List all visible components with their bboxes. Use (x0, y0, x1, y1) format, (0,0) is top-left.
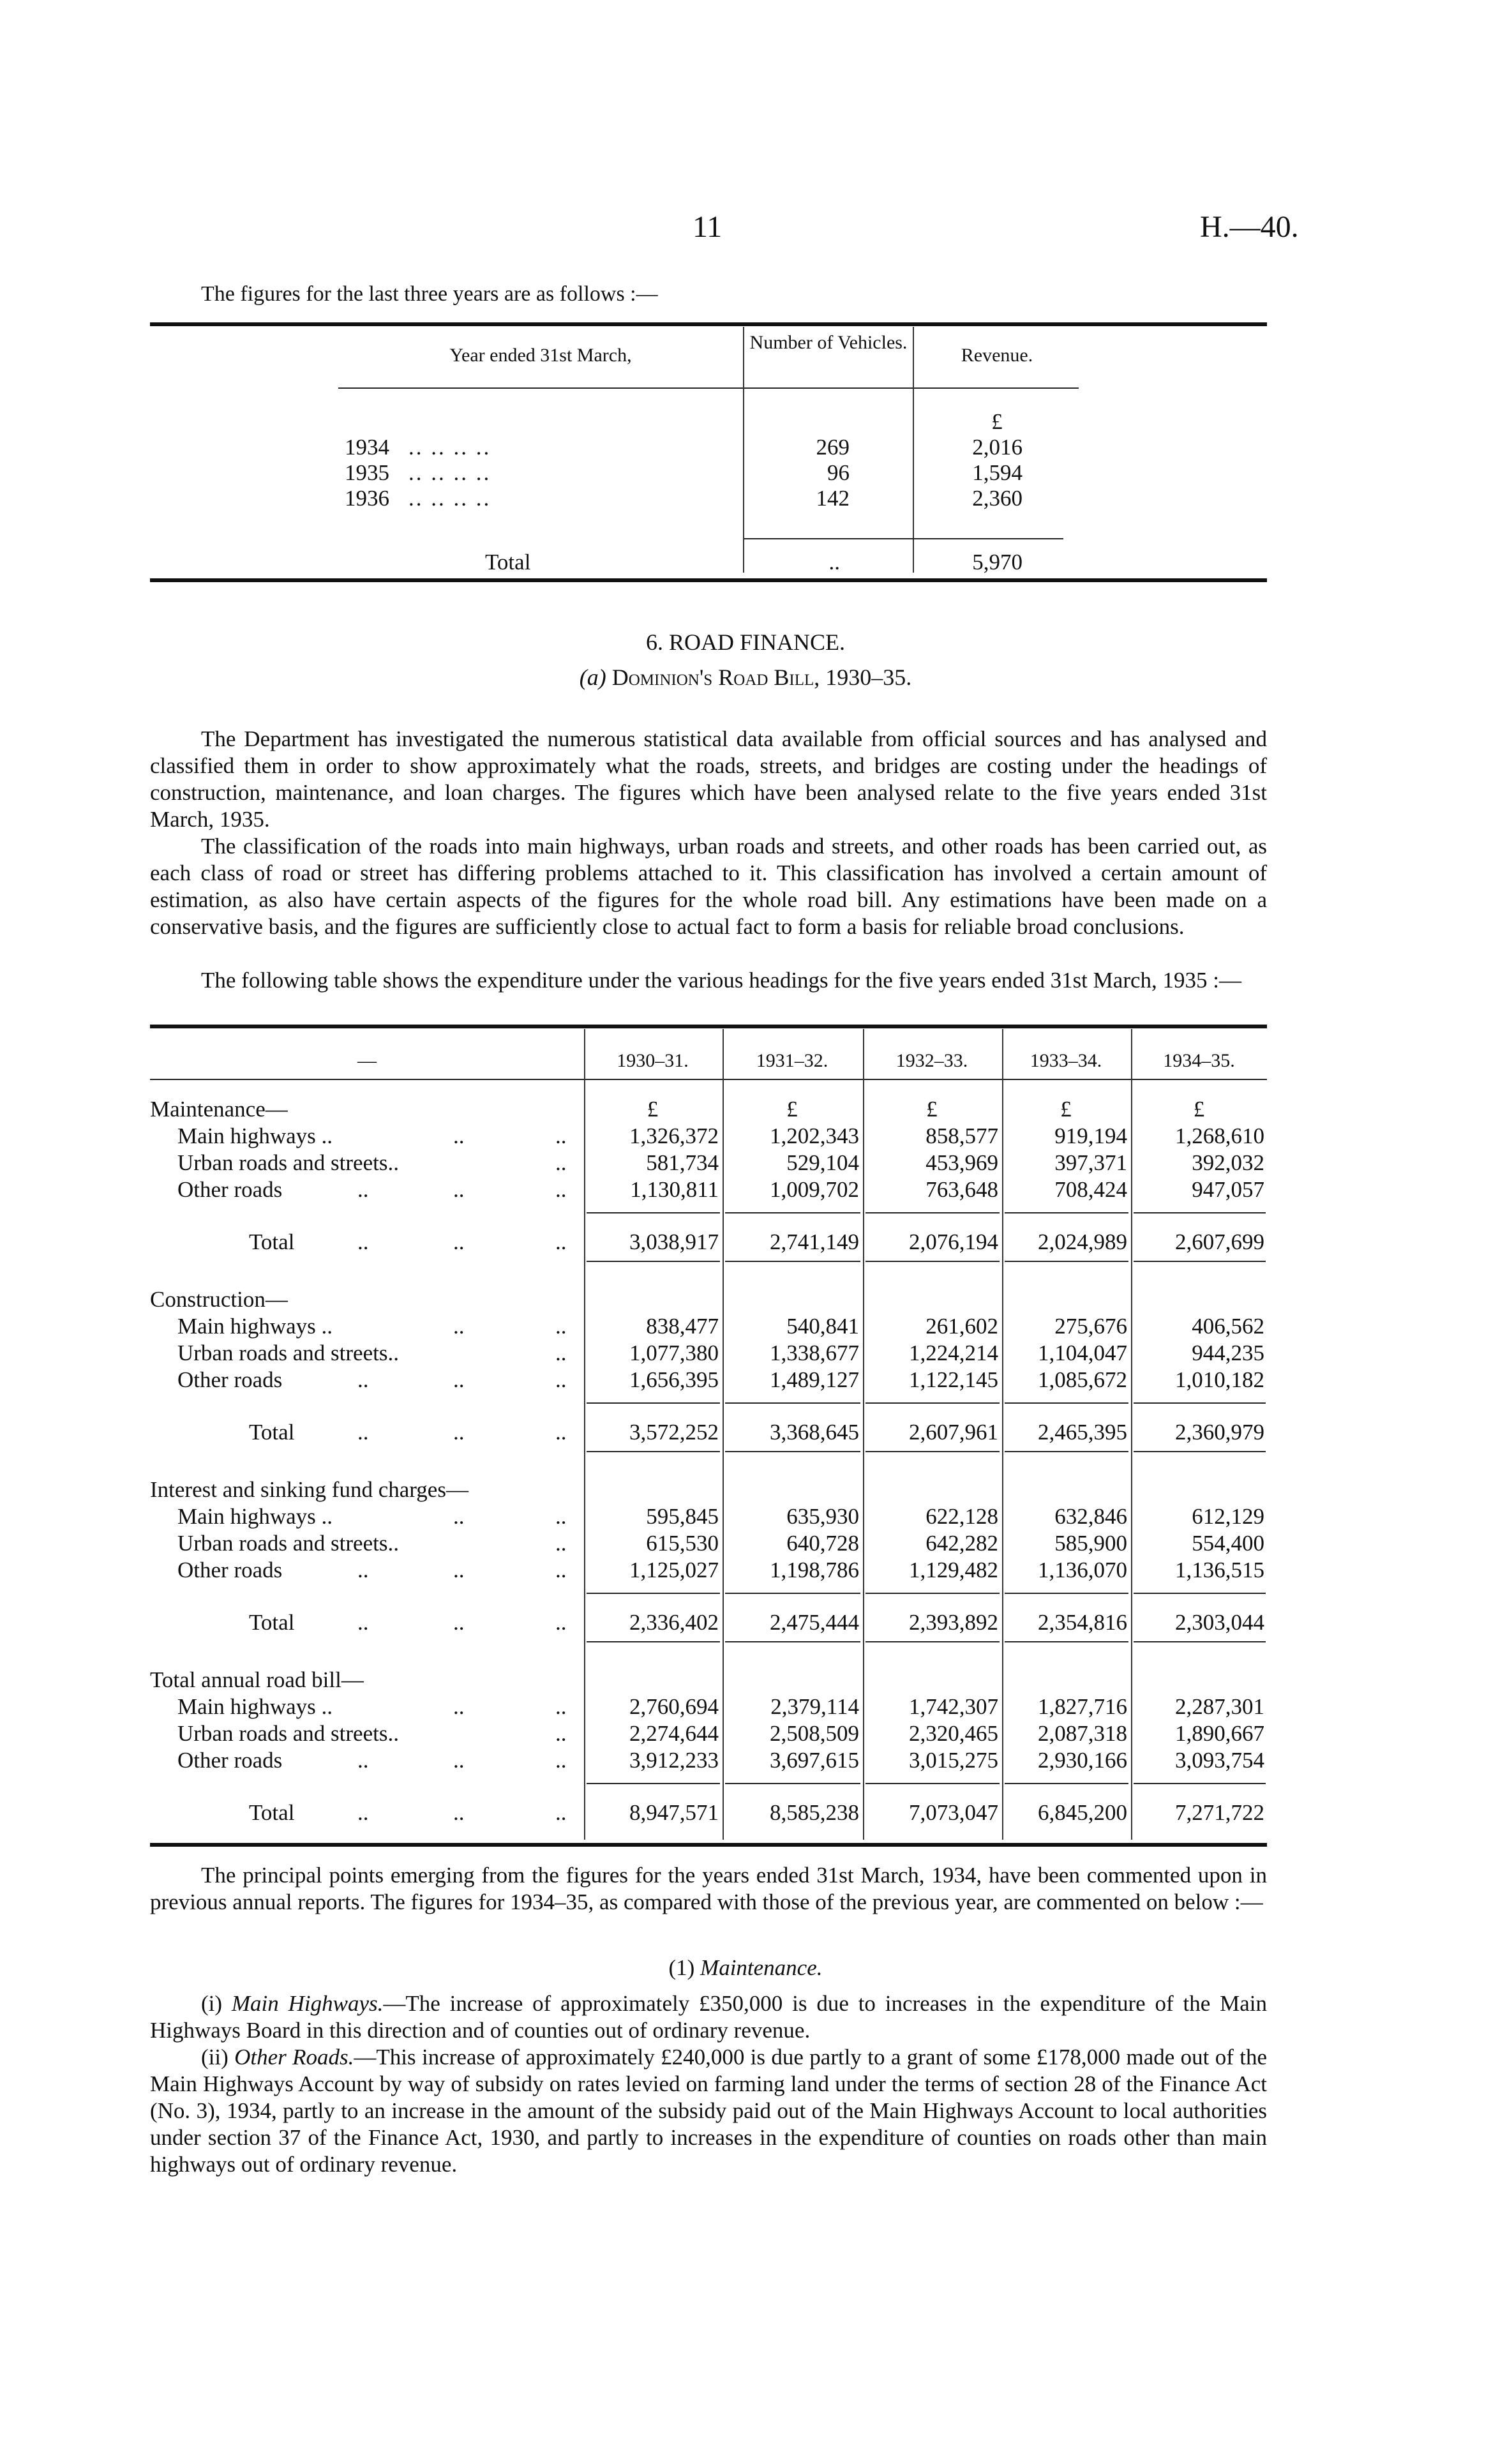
subtotal-rule (865, 1593, 1000, 1594)
total-label: Total (249, 1610, 295, 1635)
leader-dots: .. (555, 1531, 567, 1556)
revenue-cell: 2,360 (972, 486, 1023, 511)
subtitle-text: Dominion's Road Bill, 1930–35. (611, 665, 912, 690)
section-heading: Total annual road bill— (150, 1667, 364, 1692)
leader-dots: .. (555, 1314, 567, 1339)
total-cell: 2,607,699 (1175, 1229, 1264, 1254)
total-rule (725, 1451, 860, 1452)
total-rule (1134, 1261, 1266, 1262)
total-rule (865, 1261, 1000, 1262)
vehicles-cell: 142 (816, 486, 850, 511)
unit-label: £ (647, 1097, 659, 1122)
column-header: Revenue. (961, 345, 1033, 366)
value-cell: 261,602 (925, 1314, 998, 1339)
leader-dots: .. .. .. .. (408, 460, 491, 485)
subtotal-rule (725, 1593, 860, 1594)
table-bottom-rule (150, 1843, 1267, 1847)
leader-dots: .. (555, 1504, 567, 1529)
value-cell: 944,235 (1192, 1341, 1264, 1365)
leader-dots: .. (555, 1123, 567, 1148)
value-cell: 585,900 (1054, 1531, 1127, 1556)
total-cell: 2,076,194 (909, 1229, 998, 1254)
leader-dots: .. (555, 1721, 567, 1746)
subtotal-rule (725, 1402, 860, 1404)
total-cell: 8,947,571 (629, 1800, 719, 1825)
unit-label: £ (991, 409, 1003, 434)
value-cell: 1,890,667 (1175, 1721, 1264, 1746)
leader-dots: .. (555, 1610, 567, 1635)
total-cell: 7,073,047 (909, 1800, 998, 1825)
value-cell: 1,198,786 (770, 1558, 859, 1582)
total-label: Total (249, 1420, 295, 1445)
value-cell: 453,969 (925, 1150, 998, 1175)
section-heading: Maintenance— (150, 1097, 288, 1122)
subtotal-rule (587, 1212, 720, 1213)
leader-dots: .. (357, 1800, 369, 1825)
leader-dots: .. (453, 1314, 465, 1339)
value-cell: 1,077,380 (629, 1341, 719, 1365)
value-cell: 1,085,672 (1038, 1367, 1127, 1392)
row-label: Urban roads and streets.. (177, 1531, 399, 1556)
leader-dots: .. (555, 1177, 567, 1202)
value-cell: 1,122,145 (909, 1367, 998, 1392)
leader-dots: .. (453, 1504, 465, 1529)
value-cell: 540,841 (786, 1314, 859, 1339)
total-cell: 6,845,200 (1038, 1800, 1127, 1825)
item-title: Other Roads. (234, 2045, 354, 2070)
value-cell: 1,136,515 (1175, 1558, 1264, 1582)
total-rule (1005, 1261, 1128, 1262)
value-cell: 392,032 (1192, 1150, 1264, 1175)
leader-dots: .. (453, 1800, 465, 1825)
value-cell: 632,846 (1054, 1504, 1127, 1529)
leader-dots: .. (453, 1367, 465, 1392)
value-cell: 615,530 (646, 1531, 719, 1556)
subtotal-rule (725, 1783, 860, 1784)
table-bottom-rule (150, 578, 1267, 582)
corner-header: — (357, 1050, 377, 1071)
total-rule (865, 1451, 1000, 1452)
value-cell: 1,130,811 (630, 1177, 719, 1202)
leader-dots: .. (357, 1610, 369, 1635)
value-cell: 1,129,482 (909, 1558, 998, 1582)
year-cell: 1934 (345, 435, 389, 460)
value-cell: 1,827,716 (1038, 1694, 1127, 1719)
leader-dots: .. (555, 1800, 567, 1825)
value-cell: 2,508,509 (770, 1721, 859, 1746)
total-cell: 3,038,917 (629, 1229, 719, 1254)
year-header: 1930–31. (617, 1050, 689, 1071)
row-label: Main highways .. (177, 1314, 333, 1339)
item-text: —This increase of approximately £240,000 is due partly to a grant of some £178,000 made out of the Main Highways Account by way of subsidy on rates levied on farming land under the terms of section 28 of the Finance Act (No. 3), 1934, partly to an increase in the amount of the subsidy paid out of the Main Highways Account to local authorities under section 37 of the Finance Act, 1930, and partly to increases in the expenditure of counties on roads other than main highways out of ordinary revenue. (150, 2045, 1268, 2177)
subtotal-rule (587, 1783, 720, 1784)
total-cell: 3,572,252 (629, 1420, 719, 1445)
subtotal-rule (1134, 1402, 1266, 1404)
total-cell: 7,271,722 (1175, 1800, 1264, 1825)
leader-dots: .. (453, 1748, 465, 1773)
value-cell: 1,009,702 (770, 1177, 859, 1202)
value-cell: 397,371 (1054, 1150, 1127, 1175)
subtotal-rule (1005, 1783, 1128, 1784)
leader-dots: .. (453, 1177, 465, 1202)
leader-dots: .. (357, 1748, 369, 1773)
row-label: Other roads (177, 1177, 283, 1202)
subtotal-rule (587, 1402, 720, 1404)
vehicles-cell: 96 (827, 460, 850, 485)
row-label: Urban roads and streets.. (177, 1721, 399, 1746)
value-cell: 554,400 (1192, 1531, 1264, 1556)
leader-dots: .. (453, 1610, 465, 1635)
leader-dots: .. (357, 1229, 369, 1254)
item-title: Main Highways. (231, 1991, 384, 2016)
value-cell: 3,912,233 (629, 1748, 719, 1773)
value-cell: 1,338,677 (770, 1341, 859, 1365)
value-cell: 947,057 (1192, 1177, 1264, 1202)
total-label: Total (249, 1229, 295, 1254)
unit-label: £ (1060, 1097, 1072, 1122)
subtotal-rule (1005, 1593, 1128, 1594)
value-cell: 529,104 (786, 1150, 859, 1175)
value-cell: 1,125,027 (629, 1558, 719, 1582)
subtitle-prefix: (a) (579, 665, 606, 690)
leader-dots: .. (357, 1177, 369, 1202)
total-cell: 2,303,044 (1175, 1610, 1264, 1635)
subtotal-rule (725, 1212, 860, 1213)
value-cell: 3,697,615 (770, 1748, 859, 1773)
total-rule (1134, 1451, 1266, 1452)
total-label: Total (485, 550, 531, 575)
year-header: 1932–33. (895, 1050, 968, 1071)
subtotal-rule (1134, 1783, 1266, 1784)
value-cell: 1,489,127 (770, 1367, 859, 1392)
value-cell: 1,742,307 (909, 1694, 998, 1719)
leader-dots: .. .. .. .. (408, 435, 491, 460)
year-header: 1933–34. (1030, 1050, 1102, 1071)
year-header: 1931–32. (756, 1050, 828, 1071)
section-title: 6. ROAD FINANCE. (645, 629, 845, 655)
unit-label: £ (1193, 1097, 1205, 1122)
value-cell: 2,320,465 (909, 1721, 998, 1746)
value-cell: 1,224,214 (909, 1341, 998, 1365)
row-label: Urban roads and streets.. (177, 1150, 399, 1175)
item-text: —The increase of approximately £350,000 is due to increases in the expenditure of the Main Highways Board in this direction and of counties out of ordinary revenue. (150, 1991, 1267, 2043)
total-cell: 3,368,645 (770, 1420, 859, 1445)
total-cell: 8,585,238 (770, 1800, 859, 1825)
leader-dots: .. (555, 1367, 567, 1392)
total-rule (587, 1641, 720, 1642)
unit-label: £ (926, 1097, 938, 1122)
leader-dots: .. (555, 1420, 567, 1445)
total-cell: 2,360,979 (1175, 1420, 1264, 1445)
row-label: Urban roads and streets.. (177, 1341, 399, 1365)
value-cell: 635,930 (786, 1504, 859, 1529)
value-cell: 2,930,166 (1038, 1748, 1127, 1773)
value-cell: 763,648 (925, 1177, 998, 1202)
leader-dots: .. (453, 1420, 465, 1445)
leader-dots: .. .. .. .. (408, 486, 491, 511)
value-cell: 1,104,047 (1038, 1341, 1127, 1365)
total-cell: 2,475,444 (770, 1610, 859, 1635)
paragraph: The classification of the roads into main highways, urban roads and streets, and other roads has been carried out, as each class of road or street has differing problems attached to it. This classification has involved a certain amount of estimation, as also have certain aspects of the figures for the whole road bill. Any estimations have been made on a conservative basis, and the figures are sufficiently close to actual fact to form a basis for reliable broad conclusions. (150, 834, 1267, 939)
total-label: Total (249, 1800, 295, 1825)
total-cell: 2,741,149 (770, 1229, 859, 1254)
total-rule (744, 538, 1063, 539)
row-label: Other roads (177, 1367, 283, 1392)
total-rule (865, 1641, 1000, 1642)
value-cell: 3,093,754 (1175, 1748, 1264, 1773)
total-cell: 2,465,395 (1038, 1420, 1127, 1445)
paragraph: The principal points emerging from the figures for the years ended 31st March, 1934, have been commented upon in previous annual reports. The figures for 1934–35, as compared with those of the previous year, are commented on below :— (150, 1863, 1267, 1914)
leader-dots: .. (555, 1150, 567, 1175)
value-cell: 595,845 (646, 1504, 719, 1529)
leader-dots: .. (555, 1694, 567, 1719)
header-rule (338, 387, 1079, 389)
total-rule (1134, 1641, 1266, 1642)
leader-dots: .. (453, 1123, 465, 1148)
total-rule (587, 1451, 720, 1452)
subtotal-rule (865, 1402, 1000, 1404)
value-cell: 1,202,343 (770, 1123, 859, 1148)
value-cell: 3,015,275 (909, 1748, 998, 1773)
value-cell: 2,274,644 (629, 1721, 719, 1746)
subsection-title: Maintenance. (700, 1955, 823, 1980)
value-cell: 1,326,372 (629, 1123, 719, 1148)
section-subtitle (0, 664, 1491, 691)
document-reference: H.—40. (1200, 210, 1299, 244)
item-prefix: (ii) (201, 2045, 229, 2070)
value-cell: 1,010,182 (1175, 1367, 1264, 1392)
value-cell: 2,379,114 (770, 1694, 859, 1719)
subtotal-rule (587, 1593, 720, 1594)
row-label: Main highways .. (177, 1504, 333, 1529)
revenue-cell: 2,016 (972, 435, 1023, 460)
leader-dots: .. (555, 1229, 567, 1254)
section-heading: Construction— (150, 1287, 288, 1312)
value-cell: 1,656,395 (629, 1367, 719, 1392)
total-rule (587, 1261, 720, 1262)
value-cell: 640,728 (786, 1531, 859, 1556)
item-paragraph (150, 1990, 1267, 2044)
subtotal-rule (1134, 1593, 1266, 1594)
revenue-total: 5,970 (972, 550, 1023, 575)
vehicles-total: .. (828, 550, 840, 575)
value-cell: 2,087,318 (1038, 1721, 1127, 1746)
leader-dots: .. (555, 1558, 567, 1582)
item-prefix: (i) (201, 1991, 223, 2016)
leader-dots: .. (555, 1748, 567, 1773)
column-header: Year ended 31st March, (449, 345, 632, 366)
leader-dots: .. (453, 1229, 465, 1254)
total-cell: 2,024,989 (1038, 1229, 1127, 1254)
subsection-prefix: (1) (668, 1955, 695, 1980)
value-cell: 1,136,070 (1038, 1558, 1127, 1582)
value-cell: 2,287,301 (1175, 1694, 1264, 1719)
section-heading: Interest and sinking fund charges— (150, 1477, 468, 1502)
value-cell: 622,128 (925, 1504, 998, 1529)
paragraph: The Department has investigated the numerous statistical data available from official sources and has analysed and classified them in order to show approximately what the roads, streets, and bridges are costing under the headings of construction, maintenance, and loan charges. The figures which have been analysed relate to the five years ended 31st March, 1935. (150, 726, 1267, 832)
revenue-cell: 1,594 (972, 460, 1023, 485)
total-cell: 2,393,892 (909, 1610, 998, 1635)
value-cell: 708,424 (1054, 1177, 1127, 1202)
total-cell: 2,336,402 (629, 1610, 719, 1635)
subsection-heading (0, 1955, 1491, 1981)
leader-dots: .. (453, 1558, 465, 1582)
table-top-rule (150, 1025, 1267, 1028)
subtotal-rule (865, 1212, 1000, 1213)
row-label: Main highways .. (177, 1123, 333, 1148)
leader-dots: .. (555, 1341, 567, 1365)
value-cell: 406,562 (1192, 1314, 1264, 1339)
leader-dots: .. (453, 1694, 465, 1719)
value-cell: 838,477 (646, 1314, 719, 1339)
header-rule (150, 1079, 1267, 1080)
leader-dots: .. (357, 1558, 369, 1582)
unit-label: £ (786, 1097, 798, 1122)
year-cell: 1935 (345, 460, 389, 485)
subtotal-rule (1005, 1212, 1128, 1213)
page-number: 11 (693, 210, 723, 244)
table-top-rule (150, 322, 1267, 326)
leader-dots: .. (357, 1367, 369, 1392)
total-rule (725, 1261, 860, 1262)
value-cell: 642,282 (925, 1531, 998, 1556)
year-header: 1934–35. (1163, 1050, 1235, 1071)
value-cell: 858,577 (925, 1123, 998, 1148)
item-paragraph (150, 2044, 1267, 2178)
vehicles-cell: 269 (816, 435, 850, 460)
value-cell: 919,194 (1054, 1123, 1127, 1148)
leader-dots: .. (357, 1420, 369, 1445)
total-rule (725, 1641, 860, 1642)
row-label: Other roads (177, 1748, 283, 1773)
value-cell: 275,676 (1054, 1314, 1127, 1339)
value-cell: 1,268,610 (1175, 1123, 1264, 1148)
total-cell: 2,607,961 (909, 1420, 998, 1445)
value-cell: 581,734 (646, 1150, 719, 1175)
subtotal-rule (1005, 1402, 1128, 1404)
year-cell: 1936 (345, 486, 389, 511)
paragraph: The following table shows the expenditure under the various headings for the five years ended 31st March, 1935 :— (201, 968, 1241, 993)
subtotal-rule (1134, 1212, 1266, 1213)
row-label: Main highways .. (177, 1694, 333, 1719)
row-label: Other roads (177, 1558, 283, 1582)
total-rule (1005, 1641, 1128, 1642)
subtotal-rule (865, 1783, 1000, 1784)
value-cell: 612,129 (1192, 1504, 1264, 1529)
value-cell: 2,760,694 (629, 1694, 719, 1719)
total-rule (1005, 1451, 1128, 1452)
column-header: Number of Vehicles. (749, 332, 908, 353)
intro-text: The figures for the last three years are as follows :— (201, 282, 658, 306)
total-cell: 2,354,816 (1038, 1610, 1127, 1635)
